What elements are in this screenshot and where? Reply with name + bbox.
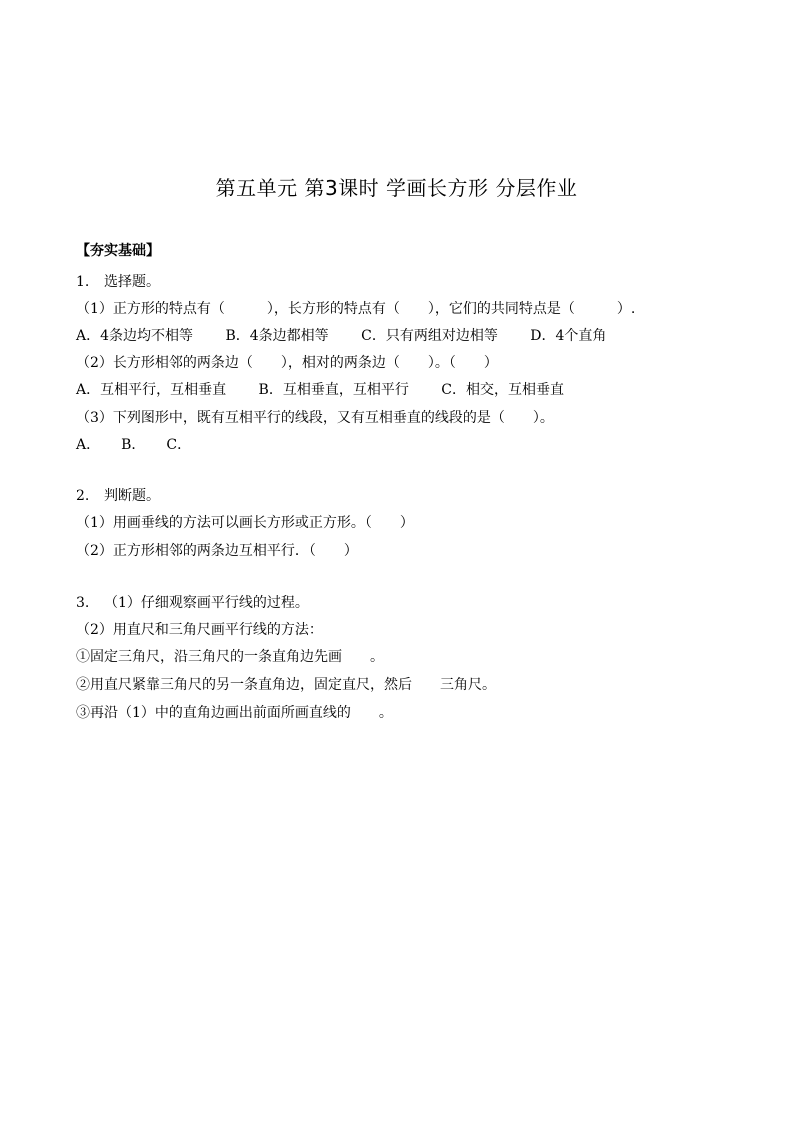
q3-step1: ①固定三角尺，沿三角尺的一条直角边先画 。 <box>76 649 384 665</box>
q3-sub2: （2）用直尺和三角尺画平行线的方法： <box>76 622 323 638</box>
q1-sub3-options: A． B． C． <box>76 437 192 453</box>
q3-number: 3. <box>76 595 90 611</box>
q1-sub1-options: A．4条边均不相等 B．4条边都相等 C．只有两组对边相等 D．4个直角 <box>76 328 607 344</box>
q1-sub1-text: （1）正方形的特点有（ ），长方形的特点有（ ），它们的共同特点是（ ）. <box>76 301 636 317</box>
q3-step2: ②用直尺紧靠三角尺的另一条直角边，固定直尺，然后 三角尺。 <box>76 677 496 693</box>
q1-sub2-text: （2）长方形相邻的两条边（ ），相对的两条边（ ）。（ ） <box>76 355 498 371</box>
q2-heading-line <box>76 486 160 506</box>
q1-number: 1. <box>76 274 90 290</box>
q2-heading: 判断题。 <box>104 488 160 504</box>
q3-step3: ③再沿（1）中的直角边画出前面所画直线的 。 <box>76 705 393 721</box>
q2-sub1: （1）用画垂线的方法可以画长方形或正方形。（ ） <box>76 515 414 531</box>
q1-sub3-text: （3）下列图形中，既有互相平行的线段，又有互相垂直的线段的是（ ）。 <box>76 410 554 426</box>
q1-heading-line <box>76 272 160 292</box>
q3-heading: （1）仔细观察画平行线的过程。 <box>104 595 309 611</box>
q1-heading: 选择题。 <box>104 274 160 290</box>
q2-sub2: （2）正方形相邻的两条边互相平行．（ ） <box>76 543 358 559</box>
q1-sub2-options: A．互相平行，互相垂直 B．互相垂直，互相平行 C．相交，互相垂直 <box>76 382 565 398</box>
q2-number: 2. <box>76 488 90 504</box>
q3-heading-line <box>76 593 309 613</box>
page-title: 第五单元 第3课时 学画长方形 分层作业 <box>215 176 578 200</box>
section-header: 【夯实基础】 <box>76 243 160 259</box>
